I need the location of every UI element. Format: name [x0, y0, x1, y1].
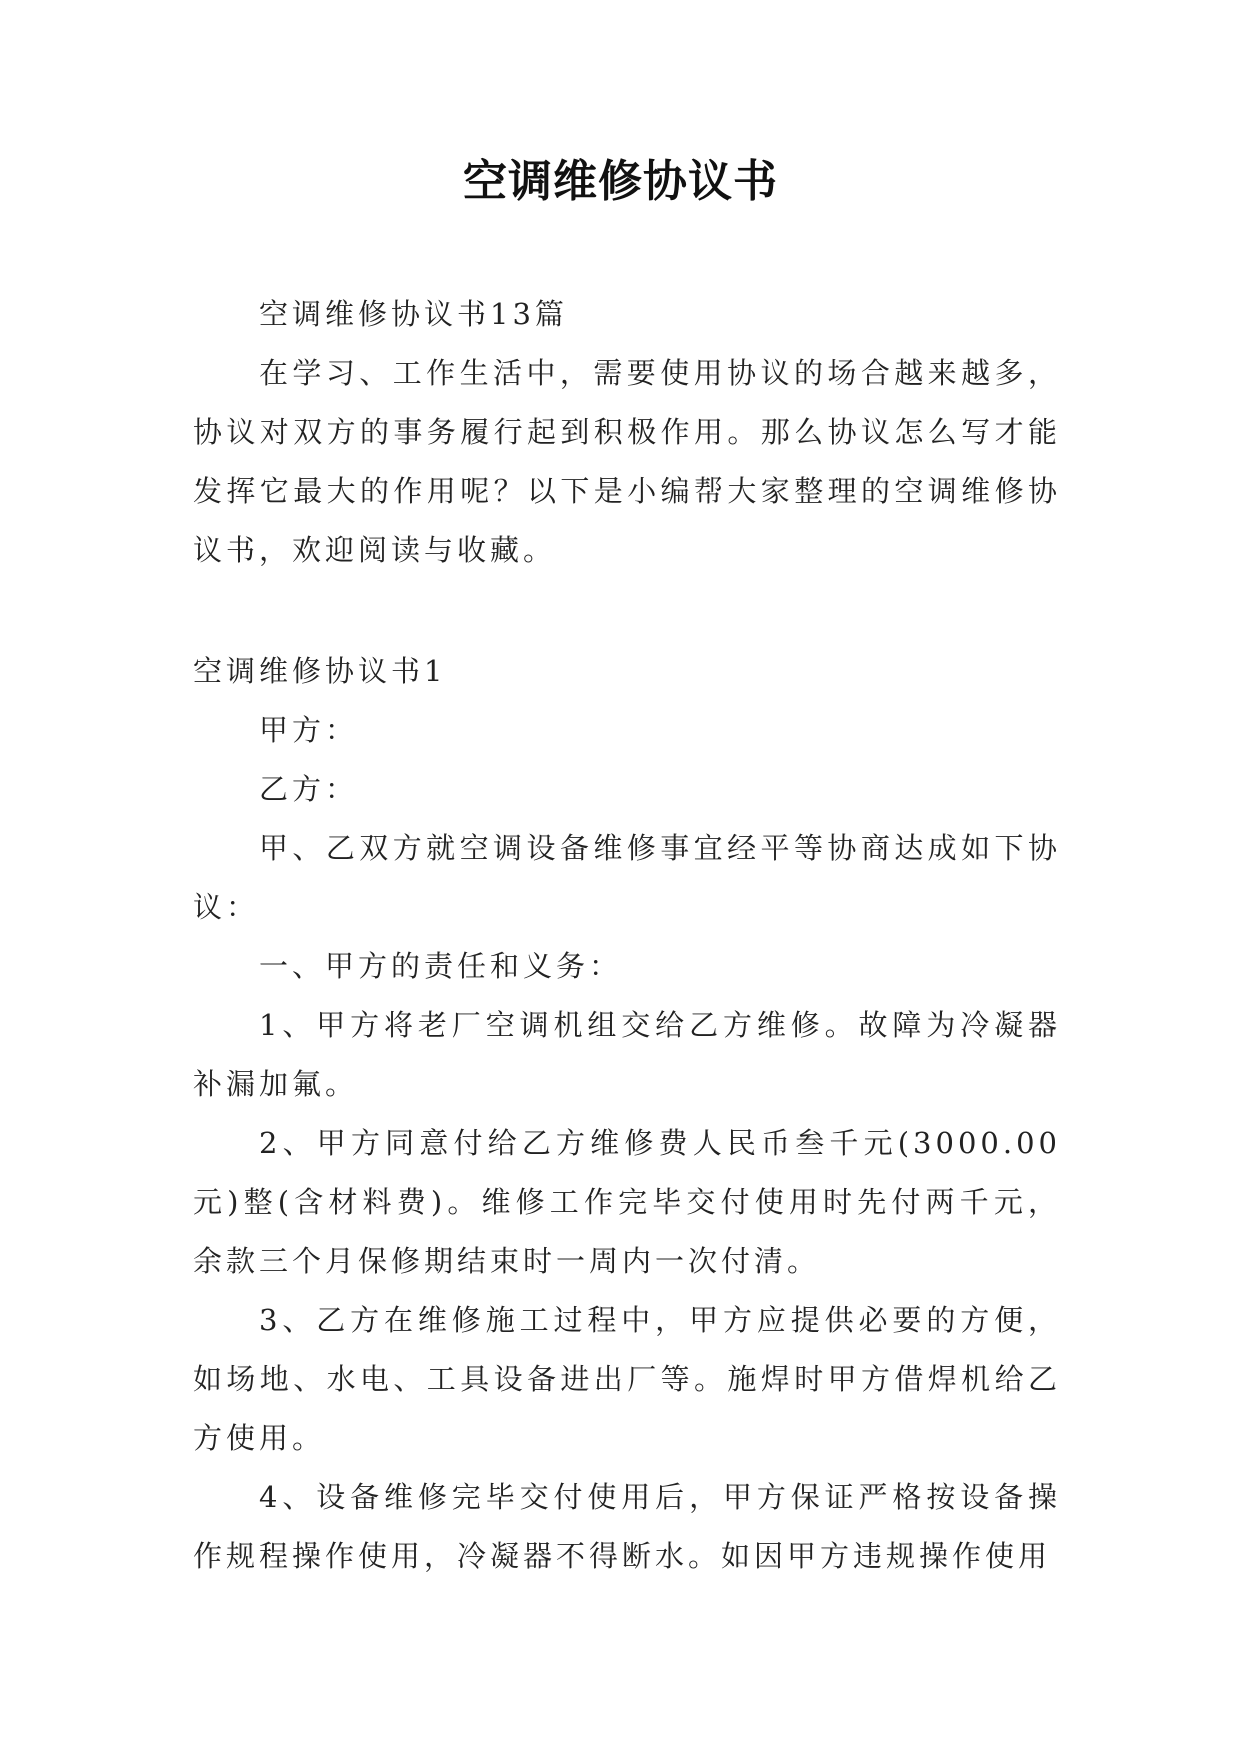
document-body [193, 285, 1061, 1586]
subtitle-line: 空调维修协议书13篇 [259, 297, 568, 331]
party-b-line: 乙方： [259, 772, 359, 806]
preamble-paragraph: 甲、乙双方就空调设备维修事宜经平等协商达成如下协议： [193, 831, 1061, 924]
clause-heading: 一、甲方的责任和义务： [259, 949, 623, 983]
clause-item-4: 4、设备维修完毕交付使用后，甲方保证严格按设备操作规程操作使用，冷凝器不得断水。如因甲方违规操作使用 [193, 1480, 1061, 1573]
section-spacer [193, 580, 1061, 642]
document-title: 空调维修协议书 [463, 156, 778, 207]
section-heading: 空调维修协议书1 [193, 654, 447, 688]
clause-item-1: 1、甲方将老厂空调机组交给乙方维修。故障为冷凝器补漏加氟。 [193, 1008, 1061, 1101]
party-a-line: 甲方： [259, 713, 359, 747]
clause-item-2: 2、甲方同意付给乙方维修费人民币叁千元(3000.00元)整(含材料费)。维修工作完毕交付使用时先付两千元，余款三个月保修期结束时一周内一次付清。 [193, 1126, 1061, 1278]
clause-item-3: 3、乙方在维修施工过程中，甲方应提供必要的方便，如场地、水电、工具设备进出厂等。施焊时甲方借焊机给乙方使用。 [193, 1303, 1061, 1455]
intro-paragraph: 在学习、工作生活中，需要使用协议的场合越来越多，协议对双方的事务履行起到积极作用。那么协议怎么写才能发挥它最大的作用呢？以下是小编帮大家整理的空调维修协议书，欢迎阅读与收藏。 [193, 356, 1061, 567]
